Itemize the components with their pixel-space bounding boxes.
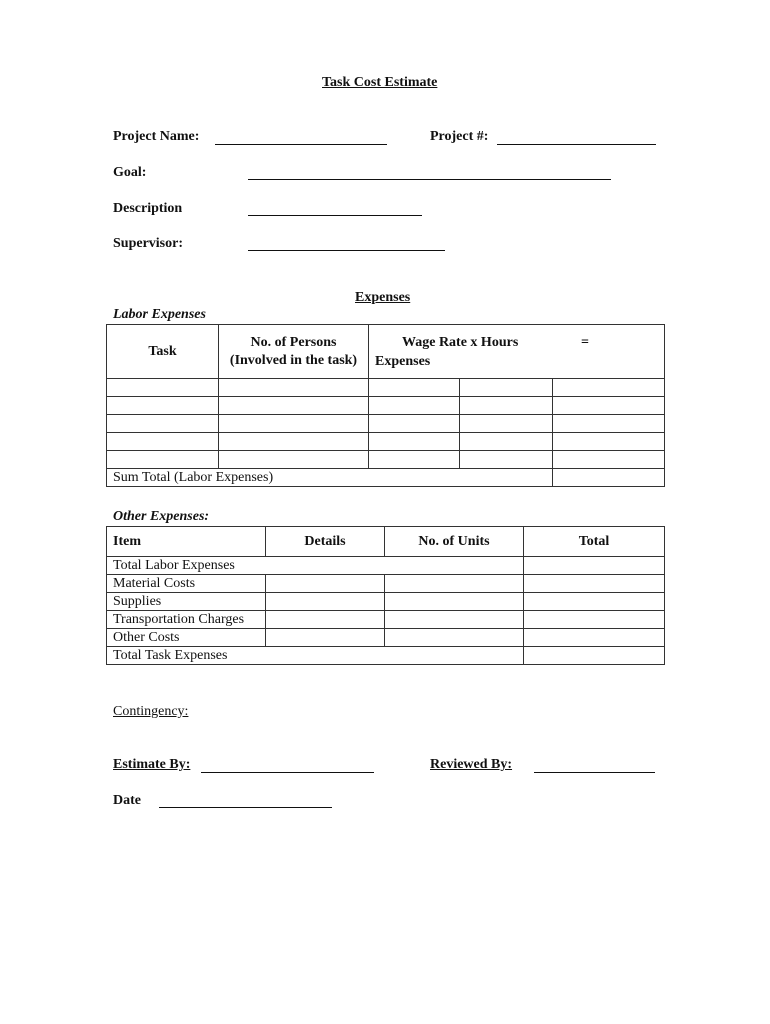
table-cell[interactable] [553,433,665,451]
date-label: Date [113,793,141,808]
goal-field[interactable] [248,179,611,180]
contingency-label: Contingency: [113,704,189,719]
table-cell[interactable] [460,451,553,469]
table-cell[interactable] [369,397,460,415]
labor-sum-total-label: Sum Total (Labor Expenses) [107,469,553,487]
labor-expenses-table [106,324,665,487]
table-cell[interactable] [460,379,553,397]
supervisor-field[interactable] [248,250,445,251]
other-header-total: Total [524,527,665,557]
wage-rate-hours-label: Wage Rate x Hours [402,335,519,350]
row-label-material-costs: Material Costs [107,575,266,593]
table-cell[interactable] [524,629,665,647]
table-cell[interactable] [219,397,369,415]
table-row [107,415,665,433]
labor-header-wage [369,325,665,379]
labor-expenses-caption: Labor Expenses [113,307,206,322]
table-row [107,433,665,451]
table-row [107,397,665,415]
document-title: Task Cost Estimate [322,75,438,90]
table-cell[interactable] [553,415,665,433]
row-label-other-costs: Other Costs [107,629,266,647]
table-cell[interactable] [219,415,369,433]
table-row [107,451,665,469]
row-label-total-task-expenses: Total Task Expenses [107,647,524,665]
table-row [107,611,665,629]
table-cell[interactable] [460,433,553,451]
estimate-by-label: Estimate By: [113,757,191,772]
other-expenses-caption: Other Expenses: [113,509,210,524]
table-cell[interactable] [369,451,460,469]
table-cell[interactable] [385,593,524,611]
equals-sign: = [581,335,589,350]
table-cell[interactable] [219,379,369,397]
table-cell[interactable] [385,629,524,647]
table-cell[interactable] [266,593,385,611]
table-cell[interactable] [219,451,369,469]
table-cell[interactable] [107,433,219,451]
table-cell[interactable] [369,379,460,397]
table-cell[interactable] [460,415,553,433]
supervisor-label: Supervisor: [113,236,183,251]
project-number-label: Project #: [430,129,489,144]
description-label: Description [113,201,183,216]
table-cell[interactable] [553,397,665,415]
table-cell[interactable] [524,647,665,665]
table-cell[interactable] [266,629,385,647]
reviewed-by-label: Reviewed By: [430,757,513,772]
other-expenses-table [106,526,665,665]
estimate-by-field[interactable] [201,772,374,773]
labor-header-persons: No. of Persons (Involved in the task) [219,325,369,379]
table-cell[interactable] [524,575,665,593]
labor-sum-total-row [107,469,665,487]
project-name-field[interactable] [215,144,387,145]
row-label-transportation-charges: Transportation Charges [107,611,266,629]
table-cell[interactable] [266,575,385,593]
table-cell[interactable] [107,397,219,415]
other-header-item: Item [107,527,266,557]
table-cell[interactable] [107,451,219,469]
table-row [107,647,665,665]
table-cell[interactable] [460,397,553,415]
other-header-units: No. of Units [385,527,524,557]
goal-label: Goal: [113,165,147,180]
other-header-details: Details [266,527,385,557]
table-cell[interactable] [385,611,524,629]
table-row [107,575,665,593]
table-cell[interactable] [524,611,665,629]
table-cell[interactable] [369,415,460,433]
table-cell[interactable] [107,415,219,433]
table-row [107,593,665,611]
expenses-heading: Expenses [355,290,411,305]
row-label-supplies: Supplies [107,593,266,611]
table-cell[interactable] [524,557,665,575]
table-cell[interactable] [266,611,385,629]
date-field[interactable] [159,807,332,808]
table-row [107,379,665,397]
table-cell[interactable] [219,433,369,451]
labor-header-task: Task [107,325,219,379]
project-name-label: Project Name: [113,129,200,144]
row-label-total-labor-expenses: Total Labor Expenses [107,557,524,575]
table-row [107,629,665,647]
expenses-label: Expenses [375,354,431,369]
table-cell[interactable] [385,575,524,593]
table-cell[interactable] [369,433,460,451]
project-number-field[interactable] [497,144,656,145]
reviewed-by-field[interactable] [534,772,655,773]
description-field[interactable] [248,215,422,216]
table-cell[interactable] [524,593,665,611]
table-cell[interactable] [107,379,219,397]
table-cell[interactable] [553,379,665,397]
labor-sum-total-value[interactable] [553,469,665,487]
table-cell[interactable] [553,451,665,469]
table-row [107,557,665,575]
